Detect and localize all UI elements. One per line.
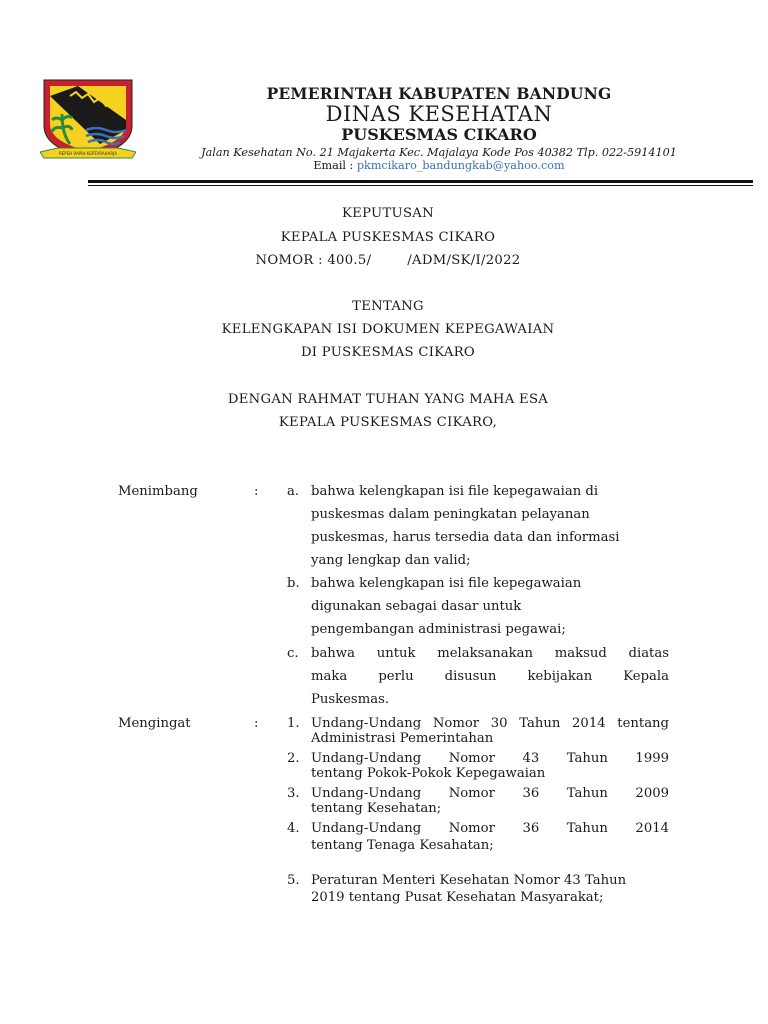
menimbang-item-line: bahwa kelengkapan isi file kepegawaian di	[311, 484, 599, 499]
menimbang-item-line: Puskesmas.	[311, 692, 390, 707]
decree-subject-line2: DI PUSKESMAS CIKARO	[300, 345, 476, 360]
mengingat-item-line: Undang-Undang Nomor 36 Tahun 2009	[311, 786, 669, 801]
mengingat-colon: :	[254, 716, 259, 731]
decree-heading: KEPUTUSAN	[342, 206, 434, 221]
letterhead-address: Jalan Kesehatan No. 21 Majakerta Kec. Majalaya Kode Pos 40382 Tlp. 022-5914101	[201, 146, 677, 159]
logo-motto: REPEH RAPIH KERTARAHARJA	[59, 151, 117, 156]
letterhead-divider-thin	[88, 185, 753, 186]
mengingat-item-line: Administrasi Pemerintahan	[311, 731, 494, 746]
mengingat-label: Mengingat	[118, 716, 191, 731]
mengingat-item-marker: 4.	[287, 821, 300, 836]
mengingat-item-marker: 2.	[287, 751, 300, 766]
email-label: Email :	[313, 159, 357, 172]
mengingat-item-marker: 3.	[287, 786, 300, 801]
mengingat-item-line: Undang-Undang Nomor 30 Tahun 2014 tentang	[311, 716, 669, 731]
mengingat-item-line: 2019 tentang Pusat Kesehatan Masyarakat;	[311, 890, 604, 905]
menimbang-item-marker: c.	[287, 646, 299, 661]
decree-signatory: KEPALA PUSKESMAS CIKARO,	[278, 415, 498, 430]
menimbang-item-line: puskesmas dalam peningkatan pelayanan	[311, 507, 590, 522]
menimbang-item-line: bahwa untuk melaksanakan maksud diatas	[311, 646, 669, 661]
email-link[interactable]: pkmcikaro_bandungkab@yahoo.com	[356, 159, 565, 172]
menimbang-item-line: yang lengkap dan valid;	[311, 553, 471, 568]
letterhead-agency: DINAS KESEHATAN	[325, 102, 553, 126]
letterhead-divider-thick	[88, 180, 753, 183]
menimbang-item-line: digunakan sebagai dasar untuk	[311, 599, 522, 614]
mengingat-item-line: Peraturan Menteri Kesehatan Nomor 43 Tahun	[311, 873, 627, 888]
mengingat-item-line: Undang-Undang Nomor 43 Tahun 1999	[311, 751, 669, 766]
letterhead-email-line	[148, 159, 730, 172]
decree-preamble: DENGAN RAHMAT TUHAN YANG MAHA ESA	[227, 392, 549, 407]
menimbang-item-line: puskesmas, harus tersedia data dan informasi	[311, 530, 620, 545]
decree-issuer: KEPALA PUSKESMAS CIKARO	[280, 230, 496, 245]
decree-subject-line1: KELENGKAPAN ISI DOKUMEN KEPEGAWAIAN	[221, 322, 555, 337]
decree-number: NOMOR : 400.5/ /ADM/SK/I/2022	[255, 253, 521, 268]
mengingat-item-line: tentang Kesehatan;	[311, 801, 442, 816]
letterhead-government: PEMERINTAH KABUPATEN BANDUNG	[266, 84, 612, 103]
menimbang-item-line: bahwa kelengkapan isi file kepegawaian	[311, 576, 582, 591]
mengingat-item-line: tentang Tenaga Kesahatan;	[311, 838, 494, 853]
letterhead-puskesmas: PUSKESMAS CIKARO	[341, 125, 537, 144]
decree-about-heading: TENTANG	[352, 299, 424, 314]
menimbang-item-marker: b.	[287, 576, 300, 591]
menimbang-label: Menimbang	[118, 484, 198, 499]
menimbang-item-line: maka perlu disusun kebijakan Kepala	[311, 669, 669, 684]
mengingat-item-line: tentang Pokok-Pokok Kepegawaian	[311, 766, 546, 781]
menimbang-item-marker: a.	[287, 484, 300, 499]
mengingat-item-marker: 1.	[287, 716, 300, 731]
mengingat-item-line: Undang-Undang Nomor 36 Tahun 2014	[311, 821, 669, 836]
menimbang-item-line: pengembangan administrasi pegawai;	[311, 622, 566, 637]
mengingat-item-marker: 5.	[287, 873, 300, 888]
menimbang-colon: :	[254, 484, 259, 499]
